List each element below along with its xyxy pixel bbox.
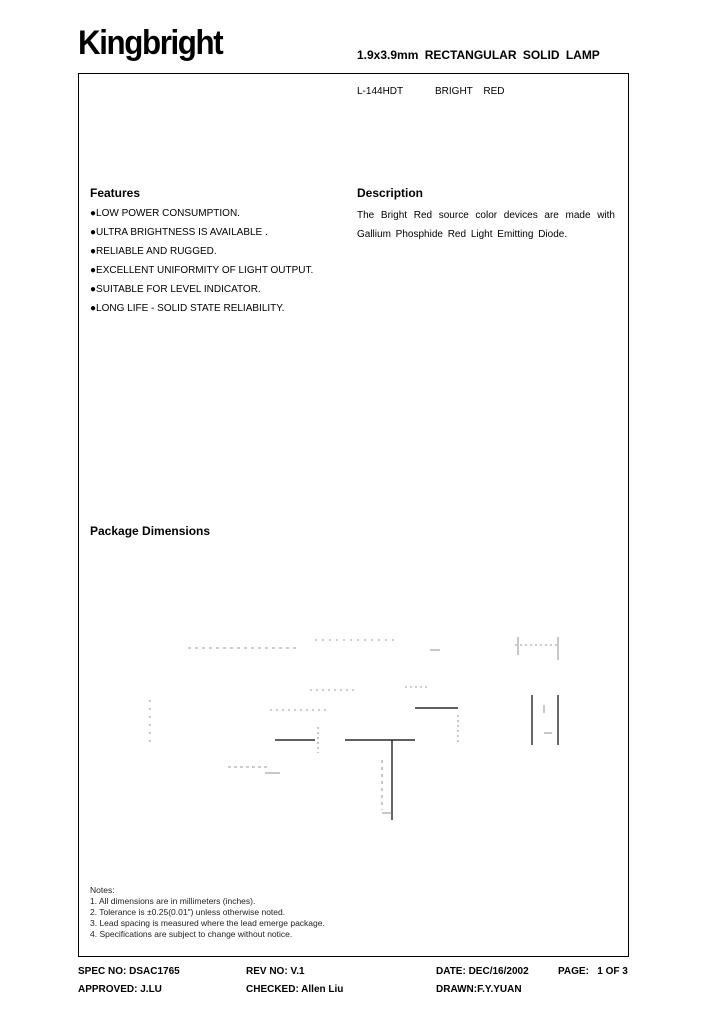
note-item: 4. Specifications are subject to change without notice. bbox=[90, 929, 293, 939]
revision-number: REV NO: V.1 bbox=[246, 966, 305, 977]
notes-heading: Notes: bbox=[90, 885, 115, 895]
note-item: 1. All dimensions are in millimeters (inches). bbox=[90, 896, 256, 906]
kingbright-logo: Kingbright bbox=[78, 24, 223, 62]
package-dimensions-drawing bbox=[140, 615, 580, 855]
description-heading: Description bbox=[357, 186, 424, 200]
feature-item: ●SUITABLE FOR LEVEL INDICATOR. bbox=[90, 284, 261, 295]
note-item: 2. Tolerance is ±0.25(0.01") unless otherwise noted. bbox=[90, 907, 286, 917]
document-date: DATE: DEC/16/2002 bbox=[436, 966, 529, 977]
features-heading: Features bbox=[90, 186, 141, 200]
part-description: BRIGHT RED bbox=[435, 86, 505, 97]
drawn-by: DRAWN:F.Y.YUAN bbox=[436, 984, 522, 995]
package-dimensions-heading: Package Dimensions bbox=[90, 524, 211, 538]
feature-item: ●RELIABLE AND RUGGED. bbox=[90, 246, 217, 257]
features-list bbox=[90, 206, 313, 320]
document-title: 1.9x3.9mm RECTANGULAR SOLID LAMP bbox=[357, 48, 600, 62]
checked-by: CHECKED: Allen Liu bbox=[246, 984, 344, 995]
feature-item: ●ULTRA BRIGHTNESS IS AVAILABLE . bbox=[90, 227, 268, 238]
page-number: PAGE: 1 OF 3 bbox=[558, 966, 628, 977]
approved-by: APPROVED: J.LU bbox=[78, 984, 162, 995]
feature-item: ●EXCELLENT UNIFORMITY OF LIGHT OUTPUT. bbox=[90, 265, 314, 276]
feature-item: ●LOW POWER CONSUMPTION. bbox=[90, 208, 240, 219]
notes-block bbox=[90, 885, 325, 940]
part-number: L-144HDT bbox=[357, 86, 404, 97]
feature-item: ●LONG LIFE - SOLID STATE RELIABILITY. bbox=[90, 303, 285, 314]
description-text: The Bright Red source color devices are made with Gallium Phosphide Red Light Emitting Diode. bbox=[357, 210, 615, 240]
spec-number: SPEC NO: DSAC1765 bbox=[78, 966, 180, 977]
note-item: 3. Lead spacing is measured where the lead emerge package. bbox=[90, 918, 325, 928]
